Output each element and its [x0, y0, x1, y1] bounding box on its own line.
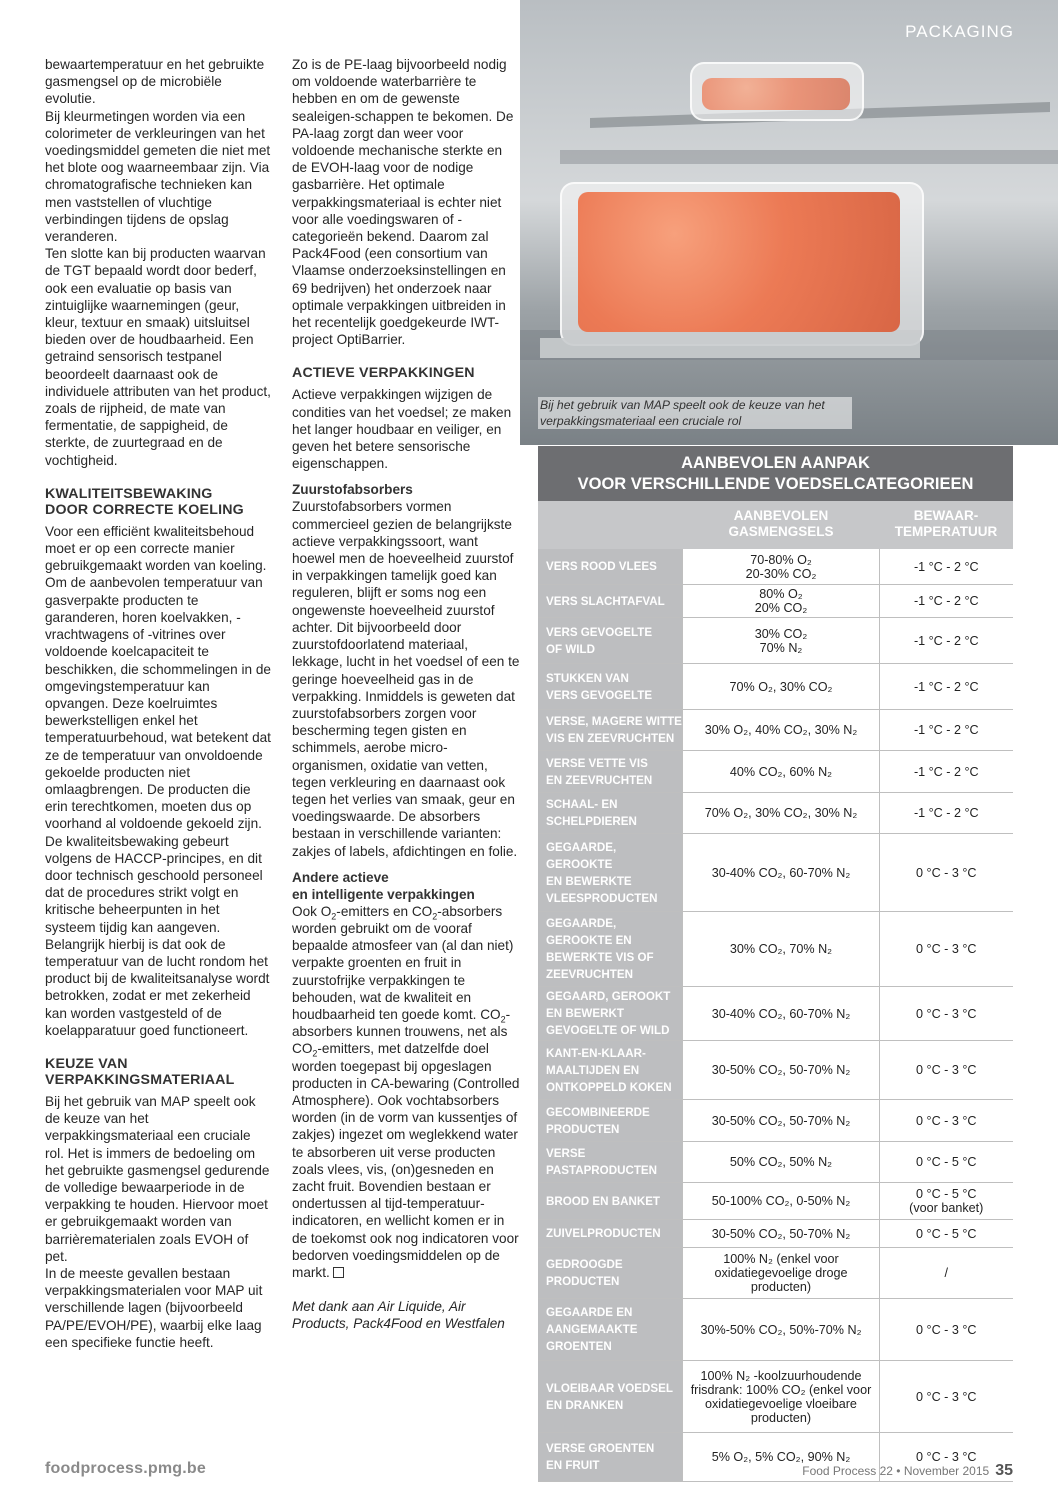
storage-temperature-cell: 0 °C - 5 °C	[880, 1220, 1013, 1247]
subheading: Zuurstofabsorbers	[292, 482, 413, 498]
end-of-article-icon	[333, 1267, 344, 1278]
food-category-cell: VERSE, MAGERE WITTE VIS EN ZEEVRUCHTEN	[538, 710, 682, 750]
storage-temperature-cell: -1 °C - 2 °C	[880, 710, 1013, 750]
paragraph: Actieve verpakkingen wijzigen de condities van het voedsel; ze maken het langer houdbaar en veiliger, en geven het betere sensorische eigenschappen.	[292, 387, 512, 472]
article-column-2	[292, 56, 520, 1333]
gas-mixture-cell: 30% O₂, 40% CO₂, 30% N₂	[682, 710, 879, 750]
food-category-cell: VERSE PASTAPRODUCTEN	[538, 1142, 682, 1182]
paragraph: Ook $O_2$-emitters en $CO_2$-absorbers worden gebruikt om de vooraf bepaalde atmosfeer van (al dan niet) verpakte groenten en fruit in zuurstofrijke verpakkingen te behouden, wat de kwaliteit en houdbaarheid ten goede komt. $CO_2$-absorbers kunnen trouwens, net als $CO_2$-emitters, met datzelfde doel worden toegepast bij opgeslagen producten in CA-bewaring (Controlled Atmosphere). Ook vochtabsorbers worden (in de vorm van kussentjes of zakjes) ingezet om weglekkend water te absorberen uit verse producten zoals vlees, vis, (on)gesneden en zacht fruit. Bovendien bestaan er ondertussen al tijd-temperatuur-indicatoren, en wellicht komen er in de toekomst ook nog indicatoren voor bedorven voedingsmiddelen op de markt.	[292, 903, 520, 1280]
gas-mixture-cell: 30% CO₂, 70% N₂	[682, 912, 879, 986]
table-row	[538, 549, 1013, 585]
header-temp: BEWAAR- TEMPERATUUR	[894, 508, 998, 539]
gas-mixture-cell: 50% CO₂, 50% N₂	[682, 1142, 879, 1182]
gas-mixture-cell: 50-100% CO₂, 0-50% N₂	[682, 1183, 879, 1219]
gas-mixture-cell: 100% N₂ -koolzuurhoudende frisdrank: 100% CO₂ (enkel voor oxidatiegevoelige vloeibare producten)	[682, 1361, 879, 1432]
food-category-cell: VERS ROOD VLEES	[538, 549, 682, 584]
table-row	[538, 834, 1013, 912]
gas-mixture-cell: 30% CO₂ 70% N₂	[682, 618, 879, 663]
food-category-cell: VERS SLACHTAFVAL	[538, 585, 682, 617]
paragraph: Ten slotte kan bij producten waarvan de TGT bepaald wordt door bederf, ook een evaluatie op basis van zintuiglijke waarnemingen (geur, kleur, textuur en smaak) uitsluitsel bieden over de houdbaarheid. Een getraind sensorisch testpanel beoordeelt daarnaast ook de individuele attributen van het product, zoals de rijpheid, de mate van fermentatie, de sappigheid, de sterkte, de zuurtegraad en de vochtigheid.	[45, 246, 271, 468]
table-row	[538, 912, 1013, 987]
gas-mixture-cell: 70% O₂, 30% CO₂, 30% N₂	[682, 793, 879, 833]
paragraph: In de meeste gevallen bestaan verpakkingsmaterialen voor MAP uit verschillende lagen (bijvoorbeeld PA/PE/EVOH/PE), waarbij elke laag een specifieke functie heeft.	[45, 1266, 263, 1350]
page-number: 35	[995, 1462, 1013, 1479]
table-row	[538, 1220, 1013, 1248]
table-row	[538, 1041, 1013, 1100]
table-row	[538, 1248, 1013, 1299]
section-label: PACKAGING	[905, 22, 1014, 41]
food-category-cell: GEDROOGDE PRODUCTEN	[538, 1248, 682, 1298]
section-heading: ACTIEVE VERPAKKINGEN	[292, 365, 475, 382]
food-category-cell: GEGAARDE EN AANGEMAAKTE GROENTEN	[538, 1299, 682, 1360]
table-row	[538, 585, 1013, 618]
food-category-cell: GEGAARD, GEROOKT EN BEWERKT GEVOGELTE OF WILD	[538, 987, 682, 1040]
gas-mixture-cell: 30-40% CO₂, 60-70% N₂	[682, 834, 879, 911]
storage-temperature-cell: 0 °C - 5 °C (voor banket)	[880, 1183, 1013, 1219]
storage-temperature-cell: 0 °C - 3 °C	[880, 987, 1013, 1040]
gas-mixture-cell: 40% CO₂, 60% N₂	[682, 751, 879, 792]
gas-mixture-cell: 80% O₂ 20% CO₂	[682, 585, 879, 617]
storage-temperature-cell: -1 °C - 2 °C	[880, 664, 1013, 709]
storage-temperature-cell: -1 °C - 2 °C	[880, 793, 1013, 833]
gas-mixture-cell: 100% N₂ (enkel voor oxidatiegevoelige droge producten)	[682, 1248, 879, 1298]
table-row	[538, 710, 1013, 751]
table-row	[538, 618, 1013, 664]
food-category-cell: BROOD EN BANKET	[538, 1183, 682, 1219]
storage-temperature-cell: -1 °C - 2 °C	[880, 549, 1013, 584]
food-category-cell: STUKKEN VAN VERS GEVOGELTE	[538, 664, 682, 709]
table-row	[538, 1361, 1013, 1433]
table-row	[538, 793, 1013, 834]
storage-temperature-cell: 0 °C - 3 °C	[880, 912, 1013, 986]
paragraph: Voor een efficiënt kwaliteitsbehoud moet er op een correcte manier gebruikgemaakt worden van koeling. Om de aanbevolen temperatuur van gasverpakte producten te garanderen, horen koelvakken, -vrachtwagens of -vitrines over voldoende koelcapaciteit te beschikken, die schommelingen in de omgevingstemperatuur kan opvangen. Deze koelruimtes bewerkstelligen enkel het temperatuurbehoud, wat betekent dat ze de temperatuur van onvoldoende gekoelde producten niet omlaagbrengen. De producten die erin terechtkomen, moeten dus op voorhand al voldoende gekoeld zijn. De kwaliteitsbewaking gebeurt volgens de HACCP-principes, en dit door technisch geschoold personeel dat de procedures strikt volgt en kritische beheerpunten in het systeem tijdig kan aangeven. Belangrijk hierbij is dat ook de temperatuur van de lucht rondom het product bij de kwaliteitsanalyse wordt betrokken, zodat er met zekerheid kan worden vastgesteld of de koelapparatuur goed functioneert.	[45, 523, 271, 1038]
storage-temperature-cell: 0 °C - 5 °C	[880, 1142, 1013, 1182]
table-row	[538, 751, 1013, 793]
gas-mixture-cell: 70-80% O₂ 20-30% CO₂	[682, 549, 879, 584]
shrimp-tray-photo	[520, 0, 1058, 445]
gas-mixture-cell: 5% O₂, 5% CO₂, 90% N₂	[682, 1433, 879, 1481]
footer-issue: Food Process 22 • November 2015 35	[802, 1462, 1013, 1479]
storage-temperature-cell: /	[880, 1248, 1013, 1298]
storage-temperature-cell: 0 °C - 3 °C	[880, 1041, 1013, 1099]
section-heading: KWALITEITSBEWAKING DOOR CORRECTE KOELING	[45, 485, 244, 518]
food-category-cell: ZUIVELPRODUCTEN	[538, 1220, 682, 1247]
header-gas: AANBEVOLEN GASMENGSELS	[728, 508, 834, 539]
table-title: AANBEVOLEN AANPAK VOOR VERSCHILLENDE VOEDSELCATEGORIEEN	[538, 446, 1013, 501]
acknowledgement: Met dank aan Air Liquide, Air Products, Pack4Food en Westfalen	[292, 1299, 505, 1332]
gas-mixture-cell: 30-50% CO₂, 50-70% N₂	[682, 1100, 879, 1141]
paragraph: bewaartemperatuur en het gebruikte gasmengsel op de microbiële evolutie.	[45, 57, 265, 107]
table-row	[538, 1183, 1013, 1220]
gas-mixture-cell: 30-50% CO₂, 50-70% N₂	[682, 1220, 879, 1247]
storage-temperature-cell: 0 °C - 3 °C	[880, 1361, 1013, 1432]
table-row	[538, 1100, 1013, 1142]
table-header	[538, 501, 1013, 549]
paragraph: Bij het gebruik van MAP speelt ook de keuze van het verpakkingsmateriaal een cruciale rol. Het is immers de bedoeling om het gebruikte gasmengsel gedurende de volledige bewaarperiode in de verpakking te houden. Hiervoor moet er gebruikgemaakt worden van barrièrematerialen zoals EVOH of pet.	[45, 1093, 270, 1264]
article-column-1	[45, 56, 273, 1351]
food-category-cell: GECOMBINEERDE PRODUCTEN	[538, 1100, 682, 1141]
storage-temperature-cell: -1 °C - 2 °C	[880, 618, 1013, 663]
gas-mixture-table	[538, 446, 1013, 1482]
gas-mixture-cell: 30-50% CO₂, 50-70% N₂	[682, 1041, 879, 1099]
paragraph: Zuurstofabsorbers vormen commercieel gezien de belangrijkste actieve verpakkingssoort, want hoewel men de hoeveelheid zuurstof in verpakkingen tamelijk goed kan reguleren, blijft er soms nog een ongewenste hoeveelheid zuurstof achter. Dit bijvoorbeeld door zuurstofdoorlatend materiaal, lekkage, lucht in het voedsel of een te geringe hoeveelheid gas in de verpakking. Inmiddels is geweten dat zuurstofabsorbers zorgen voor bescherming tegen gisten en schimmels, aerobe micro-organismen, oxidatie van vetten, tegen verkleuring en daarnaast ook tegen het verlies van smaak, geur en voedingswaarde. De absorbers bestaan in verschillende varianten: zakjes of labels, afdichtingen en folie.	[292, 499, 520, 859]
table-row	[538, 1142, 1013, 1183]
food-category-cell: GEGAARDE, GEROOKTE EN BEWERKTE VIS OF ZEEVRUCHTEN	[538, 912, 682, 986]
food-category-cell: SCHAAL- EN SCHELPDIEREN	[538, 793, 682, 833]
table-row	[538, 987, 1013, 1041]
table-body	[538, 549, 1013, 1482]
food-category-cell: VLOEIBAAR VOEDSEL EN DRANKEN	[538, 1361, 682, 1432]
food-category-cell: VERSE GROENTEN EN FRUIT	[538, 1433, 682, 1481]
subheading: Andere actieve en intelligente verpakkingen	[292, 869, 475, 902]
table-row	[538, 664, 1013, 710]
storage-temperature-cell: -1 °C - 2 °C	[880, 585, 1013, 617]
food-category-cell: VERSE VETTE VIS EN ZEEVRUCHTEN	[538, 751, 682, 792]
storage-temperature-cell: 0 °C - 3 °C	[880, 834, 1013, 911]
gas-mixture-cell: 70% O₂, 30% CO₂	[682, 664, 879, 709]
food-category-cell: KANT-EN-KLAAR- MAALTIJDEN EN ONTKOPPELD KOKEN	[538, 1041, 682, 1099]
storage-temperature-cell: 0 °C - 3 °C	[880, 1433, 1013, 1481]
storage-temperature-cell: -1 °C - 2 °C	[880, 751, 1013, 792]
food-category-cell: GEGAARDE, GEROOKTE EN BEWERKTE VLEESPRODUCTEN	[538, 834, 682, 911]
paragraph: Bij kleurmetingen worden via een colorimeter de verkleuringen van het voedingsmiddel gemeten die niet met het blote oog waarneembaar zijn. Via chromatografische technieken kan men vaststellen of vluchtige verbindingen tijdens de opslag veranderen.	[45, 108, 271, 245]
storage-temperature-cell: 0 °C - 3 °C	[880, 1299, 1013, 1360]
footer-website: foodprocess.pmg.be	[45, 1460, 206, 1477]
gas-mixture-cell: 30-40% CO₂, 60-70% N₂	[682, 987, 879, 1040]
paragraph: Zo is de PE-laag bijvoorbeeld nodig om voldoende waterbarrière te hebben en om de gewenste sealeigen-schappen te bekomen. De PA-laag zorgt dan weer voor voldoende mechanische sterkte en de EVOH-laag voor de nodige gasbarrière. Het optimale verpakkingsmateriaal is echter niet voor alle voedingswaren of -categorieën bekend. Daarom zal Pack4Food (een consortium van Vlaamse onderzoeksinstellingen en 69 bedrijven) het onderzoek naar optimale verpakkingen uitbreiden in het recentelijk goedgekeurde IWT-project OptiBarrier.	[292, 57, 514, 348]
section-heading: KEUZE VAN VERPAKKINGSMATERIAAL	[45, 1055, 235, 1088]
photo-caption: Bij het gebruik van MAP speelt ook de keuze van het verpakkingsmateriaal een cruciale rol	[538, 397, 852, 429]
table-row	[538, 1299, 1013, 1361]
storage-temperature-cell: 0 °C - 3 °C	[880, 1100, 1013, 1141]
gas-mixture-cell: 30%-50% CO₂, 50%-70% N₂	[682, 1299, 879, 1360]
food-category-cell: VERS GEVOGELTE OF WILD	[538, 618, 682, 663]
